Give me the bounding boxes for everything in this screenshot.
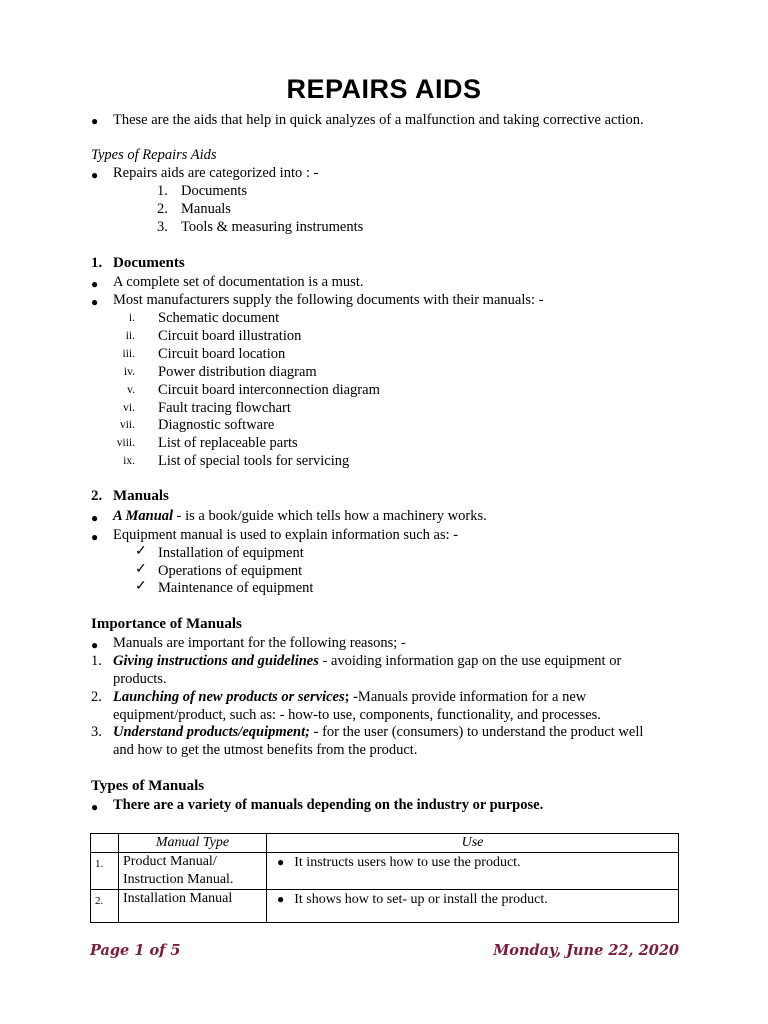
section-number: 1.	[91, 255, 103, 271]
checkmark-icon: ✓	[135, 562, 147, 577]
importance-item-2-term: Launching of new products or services	[113, 689, 345, 705]
manual-type-cell	[119, 853, 267, 890]
importance-item-1-text: - avoiding information gap on the use equipment or	[318, 653, 622, 669]
list-item-number: 2.	[91, 689, 102, 705]
check-item: Operations of equipment	[158, 563, 303, 579]
list-item-number: 1.	[157, 183, 168, 199]
row-number: 1.	[91, 853, 119, 890]
column-header-use: Use	[267, 834, 679, 853]
table-row	[91, 890, 679, 923]
importance-item-3-text: - for the user (consumers) to understand the product well	[309, 724, 644, 740]
importance-item-3-cont: and how to get the utmost benefits from the product.	[113, 742, 418, 758]
list-item-number: 1.	[91, 653, 102, 669]
importance-item-2-cont: equipment/product, such as: - how-to use, components, functionality, and processes.	[113, 707, 601, 723]
page-number: Page 1 of 5	[90, 942, 181, 959]
manuals-bullet-2: Equipment manual is used to explain information such as: -	[113, 527, 459, 543]
list-item-number: 3.	[91, 724, 102, 740]
bullet-dot-icon: ●	[91, 295, 99, 309]
importance-item-3	[113, 724, 643, 741]
bullet-dot-icon: ●	[91, 511, 99, 525]
list-item: Power distribution diagram	[158, 364, 317, 380]
check-item: Installation of equipment	[158, 545, 304, 561]
list-item: Schematic document	[158, 310, 280, 326]
list-item-number: ix.	[123, 455, 135, 467]
intro-text: These are the aids that help in quick analyzes of a malfunction and taking corrective action.	[113, 112, 644, 128]
table-header-row	[91, 834, 679, 853]
types-heading: Types of Repairs Aids	[91, 147, 217, 163]
list-item-number: ii.	[125, 330, 135, 342]
documents-bullet-2: Most manufacturers supply the following documents with their manuals: -	[113, 292, 544, 308]
importance-item-2	[113, 689, 586, 706]
check-item: Maintenance of equipment	[158, 580, 314, 596]
use-text: It instructs users how to use the product.	[294, 855, 521, 870]
manual-definition-term: A Manual	[113, 508, 174, 524]
list-item-number: iii.	[122, 348, 135, 360]
list-item-number: i.	[128, 312, 135, 324]
list-item: List of special tools for servicing	[158, 453, 350, 469]
bullet-dot-icon: ●	[91, 530, 99, 544]
table-cell	[91, 834, 119, 853]
importance-item-1-term: Giving instructions and guidelines	[113, 653, 319, 669]
list-item-number: v.	[127, 384, 135, 396]
importance-bullet: Manuals are important for the following reasons; -	[113, 635, 406, 651]
list-item-number: vii.	[119, 419, 135, 431]
types-manuals-bullet: There are a variety of manuals depending on the industry or purpose.	[113, 797, 544, 813]
importance-item-1-cont: products.	[113, 671, 167, 687]
row-number: 2.	[91, 890, 119, 923]
use-cell	[267, 890, 679, 923]
list-item-number: iv.	[123, 366, 135, 378]
list-item-number: viii.	[116, 437, 135, 449]
manual-definition-text: - is a book/guide which tells how a machinery works.	[173, 508, 487, 524]
importance-heading: Importance of Manuals	[91, 616, 242, 632]
bullet-dot-icon: ●	[91, 277, 99, 291]
bullet-dot-icon: ●	[91, 800, 99, 814]
types-bullet: Repairs aids are categorized into : -	[113, 165, 319, 181]
documents-bullet-1: A complete set of documentation is a must.	[113, 274, 364, 290]
section-heading-manuals: Manuals	[113, 488, 169, 504]
list-item: Circuit board location	[158, 346, 286, 362]
checkmark-icon: ✓	[135, 579, 147, 594]
list-item-number: 3.	[157, 219, 168, 235]
page-title: REPAIRS AIDS	[286, 74, 482, 104]
bullet-dot-icon: ●	[91, 638, 99, 652]
bullet-dot-icon: ●	[277, 855, 285, 869]
importance-item-2-text: Manuals provide information for a new	[357, 689, 587, 705]
section-number: 2.	[91, 488, 103, 504]
column-header-manual-type: Manual Type	[119, 834, 267, 853]
list-item: Manuals	[181, 201, 231, 217]
importance-item-1	[113, 653, 621, 670]
manual-type-line: Installation Manual	[123, 891, 233, 906]
bullet-dot-icon: ●	[91, 114, 99, 128]
section-heading-documents: Documents	[113, 255, 185, 271]
list-item: Diagnostic software	[158, 417, 275, 433]
checkmark-icon: ✓	[135, 544, 147, 559]
bullet-dot-icon: ●	[277, 892, 285, 906]
list-item: Documents	[181, 183, 248, 199]
use-cell	[267, 853, 679, 890]
table-row	[91, 853, 679, 890]
bullet-dot-icon: ●	[91, 168, 99, 182]
importance-item-2-sep: ; -	[344, 689, 358, 705]
manual-definition	[113, 508, 487, 525]
importance-item-3-term: Understand products/equipment;	[113, 724, 310, 740]
list-item-number: 2.	[157, 201, 168, 217]
list-item: Circuit board illustration	[158, 328, 302, 344]
list-item: Tools & measuring instruments	[181, 219, 364, 235]
footer-date: Monday, June 22, 2020	[493, 942, 679, 959]
manual-types-table	[90, 833, 679, 923]
manual-type-cell	[119, 890, 267, 923]
list-item-number: vi.	[123, 402, 135, 414]
list-item: Fault tracing flowchart	[158, 400, 291, 416]
types-manuals-heading: Types of Manuals	[91, 778, 205, 794]
manual-type-line: Product Manual/	[123, 854, 217, 869]
list-item: List of replaceable parts	[158, 435, 298, 451]
manual-type-line: Instruction Manual.	[123, 872, 234, 887]
list-item: Circuit board interconnection diagram	[158, 382, 380, 398]
use-text: It shows how to set- up or install the product.	[294, 892, 548, 907]
